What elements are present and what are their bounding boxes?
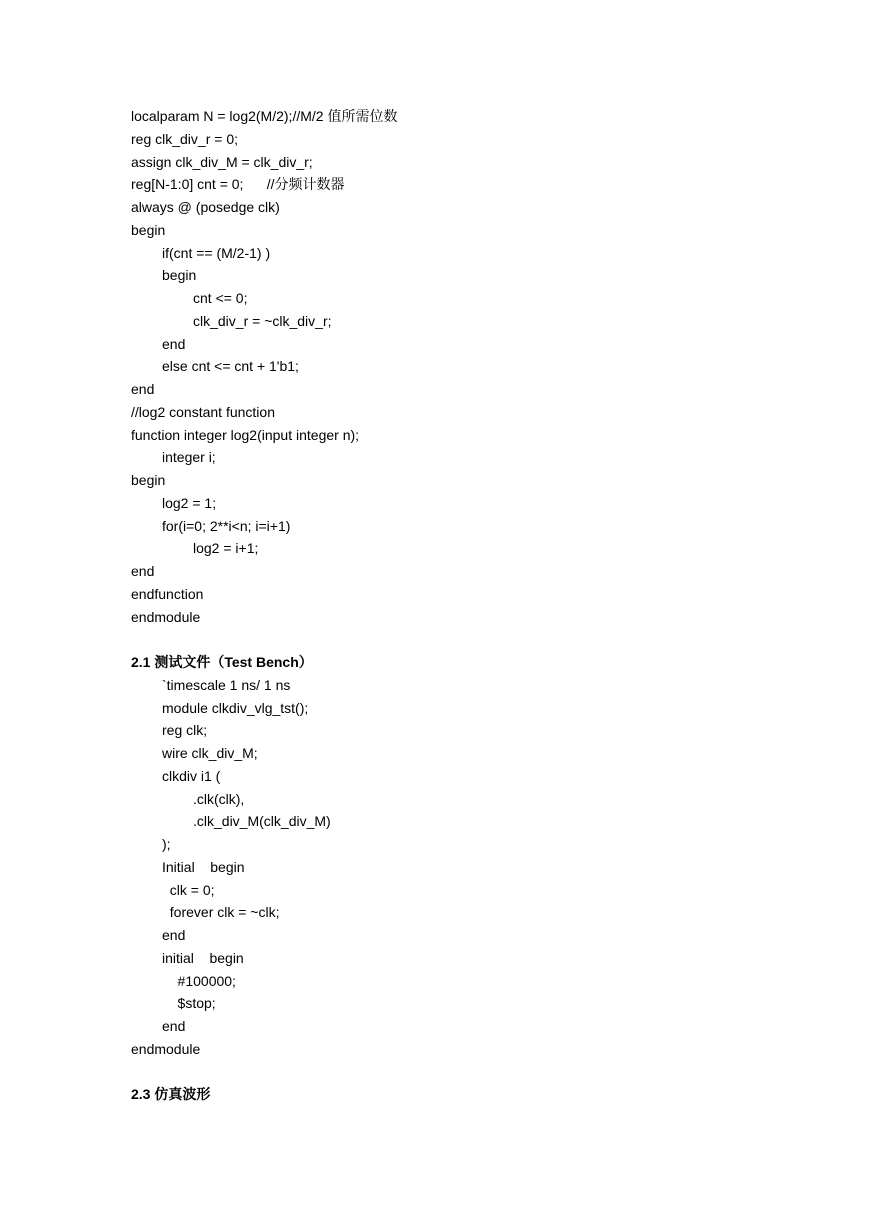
code-line: reg[N-1:0] cnt = 0; //分频计数器 xyxy=(131,176,345,193)
code-line: Initial begin xyxy=(162,858,245,875)
code-line: endmodule xyxy=(131,608,201,625)
code-line: always @ (posedge clk) xyxy=(131,199,280,215)
code-line: forever clk = ~clk; xyxy=(162,904,280,921)
blank-line xyxy=(131,628,811,651)
code-line: .clk_div_M(clk_div_M) xyxy=(193,813,331,830)
code-line: function integer log2(input integer n); xyxy=(131,426,360,443)
code-line: endfunction xyxy=(131,585,204,602)
blank-line xyxy=(131,1061,811,1084)
code-line: module clkdiv_vlg_tst(); xyxy=(162,699,309,716)
testbench-code xyxy=(131,674,811,1061)
code-line: else cnt <= cnt + 1'b1; xyxy=(162,358,299,375)
code-line: .clk(clk), xyxy=(193,790,245,807)
code-line: begin xyxy=(131,221,166,238)
code-line: log2 = 1; xyxy=(162,494,217,511)
code-line: reg clk; xyxy=(162,722,208,739)
code-line: assign clk_div_M = clk_div_r; xyxy=(131,153,313,170)
code-line: integer i; xyxy=(162,449,216,466)
code-line: clk_div_r = ~clk_div_r; xyxy=(193,312,332,329)
code-line: begin xyxy=(162,267,197,284)
code-line: end xyxy=(162,1018,186,1034)
code-line: //log2 constant function xyxy=(131,403,275,420)
code-line: if(cnt == (M/2-1) ) xyxy=(162,244,271,261)
document-body xyxy=(131,105,811,1106)
code-line: for(i=0; 2**i<n; i=i+1) xyxy=(162,517,291,534)
heading-testbench: 2.1 测试文件（Test Bench） xyxy=(131,654,313,670)
code-line: `timescale 1 ns/ 1 ns xyxy=(162,676,291,693)
code-line: #100000; xyxy=(162,972,236,989)
heading-waveform: 2.3 仿真波形 xyxy=(131,1086,211,1103)
code-line: localparam N = log2(M/2);//M/2 值所需位数 xyxy=(131,108,398,124)
code-line: cnt <= 0; xyxy=(193,290,248,306)
code-line: end xyxy=(131,381,155,397)
code-line: endmodule xyxy=(131,1040,201,1057)
code-line: end xyxy=(162,335,186,352)
code-line: clkdiv i1 ( xyxy=(162,767,221,784)
code-line: log2 = i+1; xyxy=(193,540,259,557)
code-line: ); xyxy=(162,836,171,852)
code-line: begin xyxy=(131,472,166,488)
code-line: wire clk_div_M; xyxy=(162,745,258,761)
code-line: clk = 0; xyxy=(162,881,215,898)
verilog-module-code xyxy=(131,105,811,628)
code-line: end xyxy=(162,927,186,943)
code-line: reg clk_div_r = 0; xyxy=(131,130,238,147)
code-line: initial begin xyxy=(162,949,244,966)
code-line: $stop; xyxy=(162,995,216,1012)
code-line: end xyxy=(131,563,155,579)
